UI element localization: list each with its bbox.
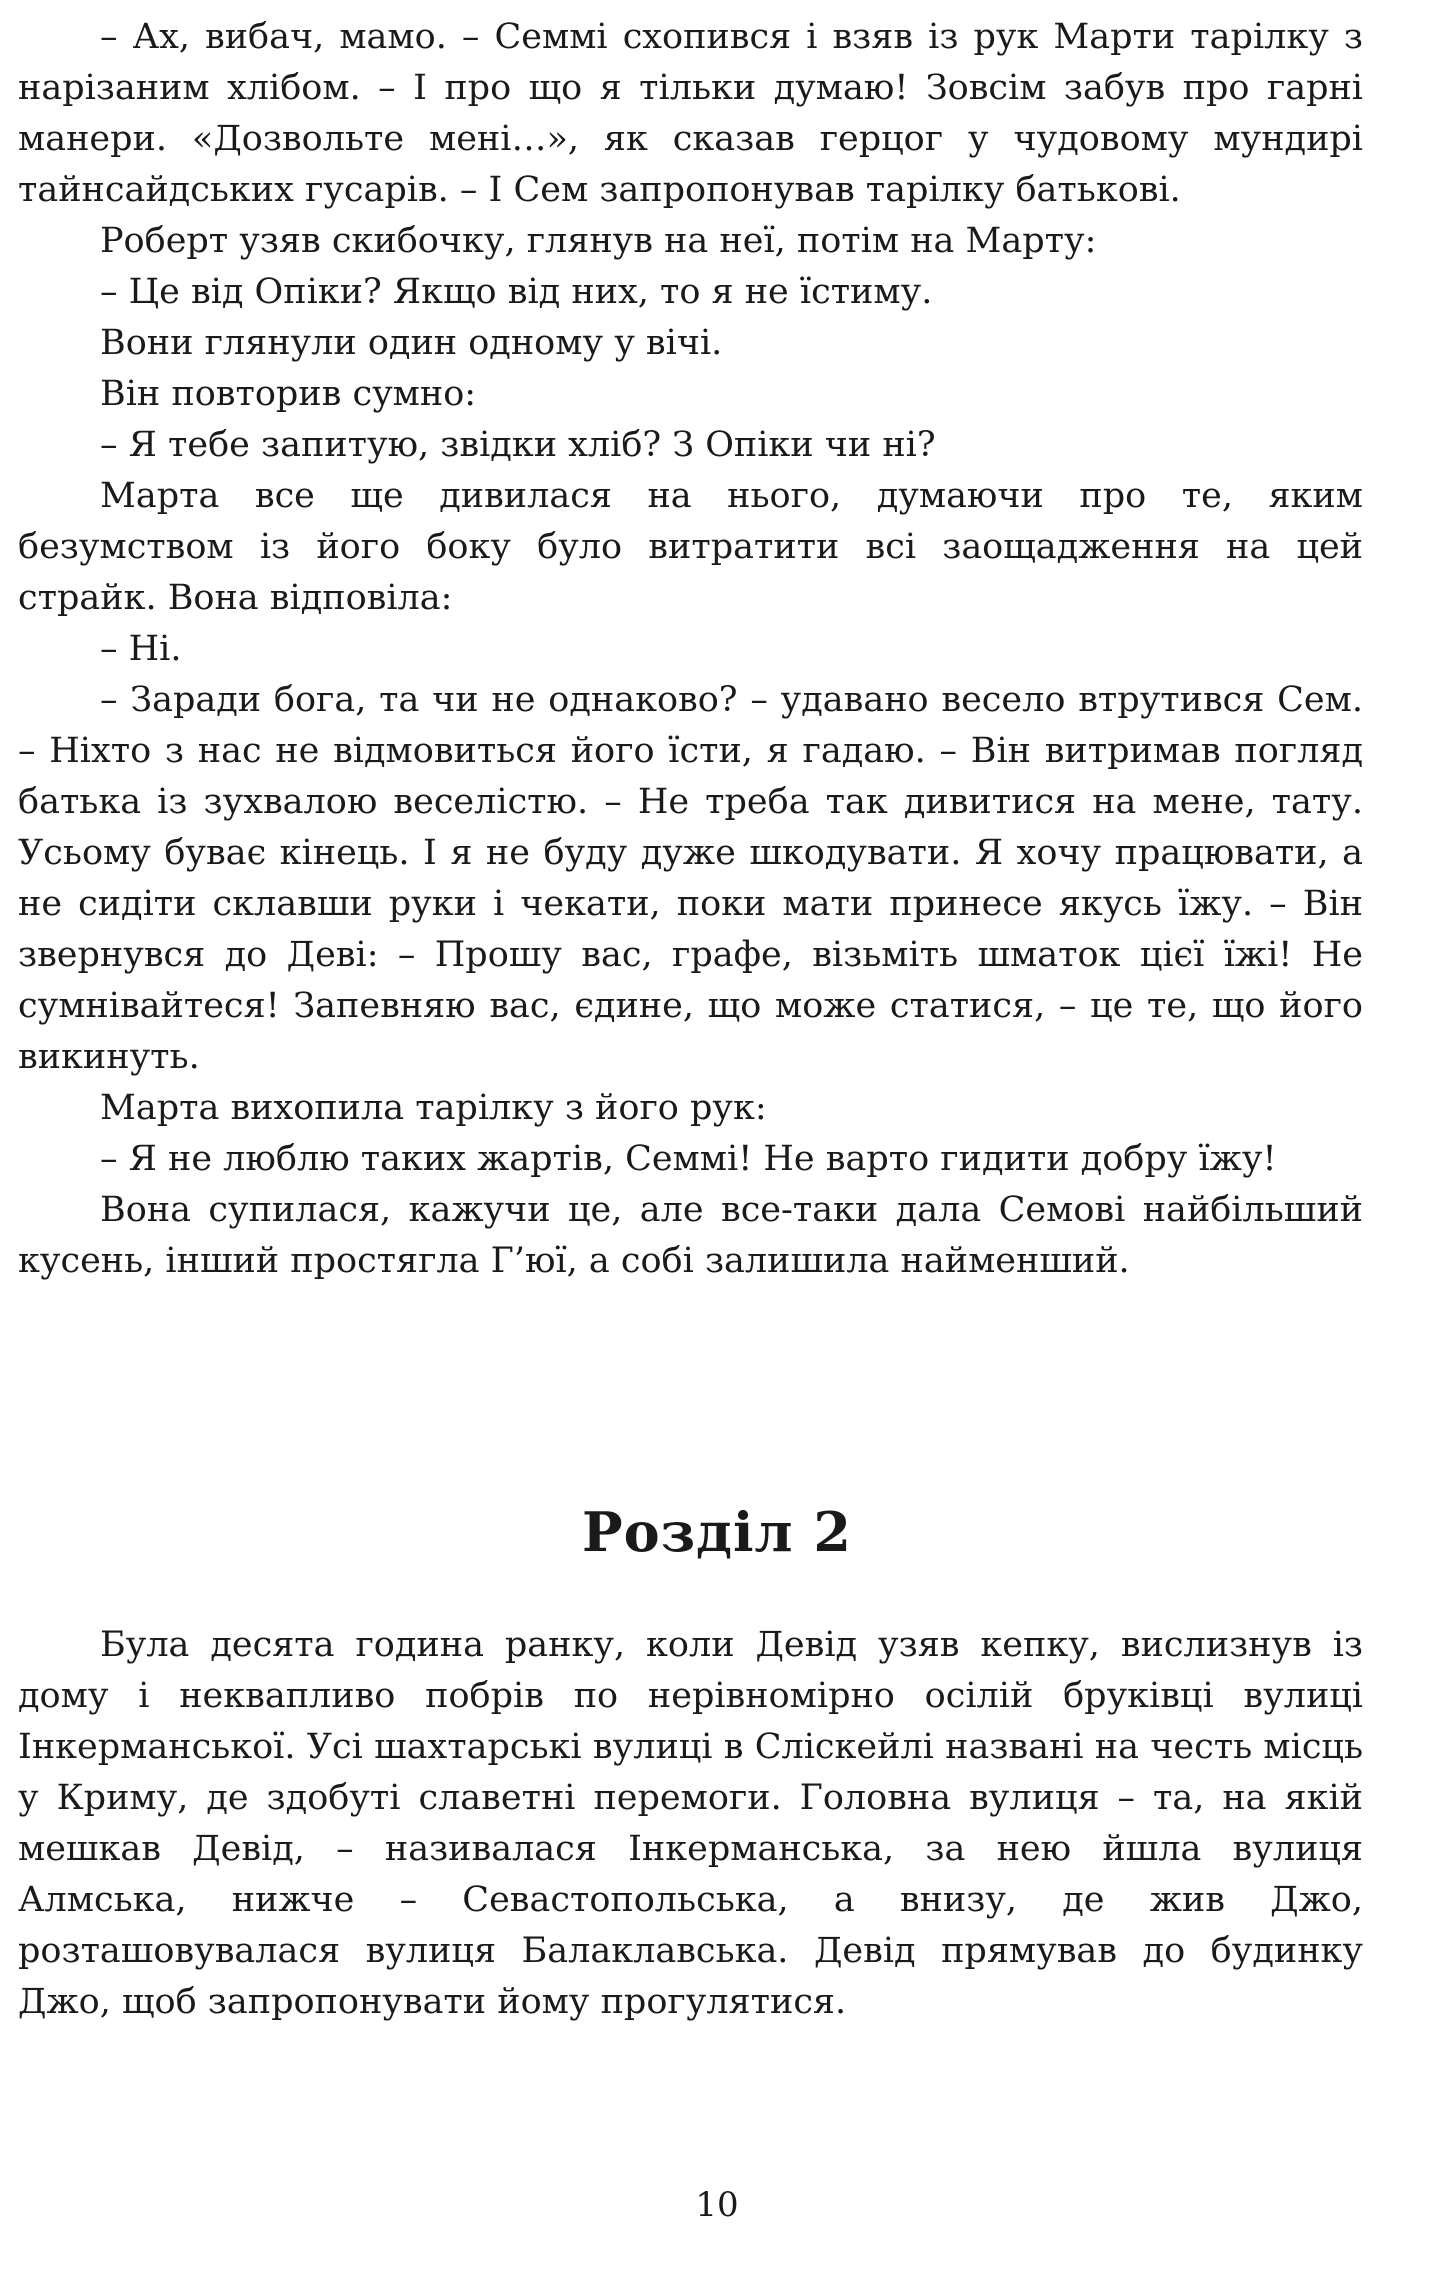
paragraph: Марта вихопила тарілку з його рук: [100,1088,767,1128]
paragraph: Марта все ще дивилася на нього, думаючи про те, яким безумством із його боку було витратити всі заощадження на цей страйк. Вона відповіла: [18,476,1363,618]
paragraph: Вони глянули один одному у вічі. [100,323,723,363]
paragraph: – Я не люблю таких жартів, Семмі! Не варто гидити добру їжу! [100,1139,1277,1179]
paragraph: – Я тебе запитую, звідки хліб? З Опіки чи ні? [100,425,936,465]
paragraph: Він повторив сумно: [100,374,477,414]
paragraph: – Це від Опіки? Якщо від них, то я не їстиму. [100,272,933,312]
section-one-text [18,12,1363,1287]
page-number: 10 [695,2185,739,2225]
paragraph: – Ах, вибач, мамо. – Семмі схопився і взяв із рук Марти тарілку з нарізаним хлібом. – І про що я тільки думаю! Зовсім забув про гарні манери. «Дозвольте мені…», як сказав герцог у чудовому мундирі тайнсайдських гусарів. – І Сем запропонував тарілку батькові. [18,17,1363,210]
chapter-title: Розділ 2 [581,1500,853,1564]
chapter-text [18,1620,1363,2028]
paragraph: Вона супилася, кажучи це, але все-таки дала Семові найбільший кусень, інший простягла Г’юї, а собі залишила найменший. [18,1190,1363,1281]
paragraph: Була десята година ранку, коли Девід узяв кепку, вислизнув із дому і неквапливо побрів по нерівномірно осілій бруківці вулиці Інкерманської. Усі шахтарські вулиці в Сліскейлі названі на честь місць у Криму, де здобуті славетні перемоги. Головна вулиця – та, на якій мешкав Девід, – називалася Інкерманська, за нею йшла вулиця Алмська, нижче – Севастопольська, а внизу, де жив Джо, розташовувалася вулиця Балаклавська. Девід прямував до будинку Джо, щоб запропонувати йому прогулятися. [18,1625,1363,2022]
paragraph: – Заради бога, та чи не однаково? – удавано весело втрутився Сем. – Ніхто з нас не відмовиться його їсти, я гадаю. – Він витримав погляд батька із зухвалою веселістю. – Не треба так дивитися на мене, тату. Усьому буває кінець. І я не буду дуже шкодувати. Я хочу працювати, а не сидіти склавши руки і чекати, поки мати принесе якусь їжу. – Він звернувся до Деві: – Прошу вас, графе, візьміть шматок цієї їжі! Не сумнівайтеся! Запевняю вас, єдине, що може статися, – це те, що його викинуть. [18,680,1363,1077]
paragraph: Роберт узяв скибочку, глянув на неї, потім на Марту: [100,221,1097,261]
paragraph: – Ні. [100,629,182,669]
